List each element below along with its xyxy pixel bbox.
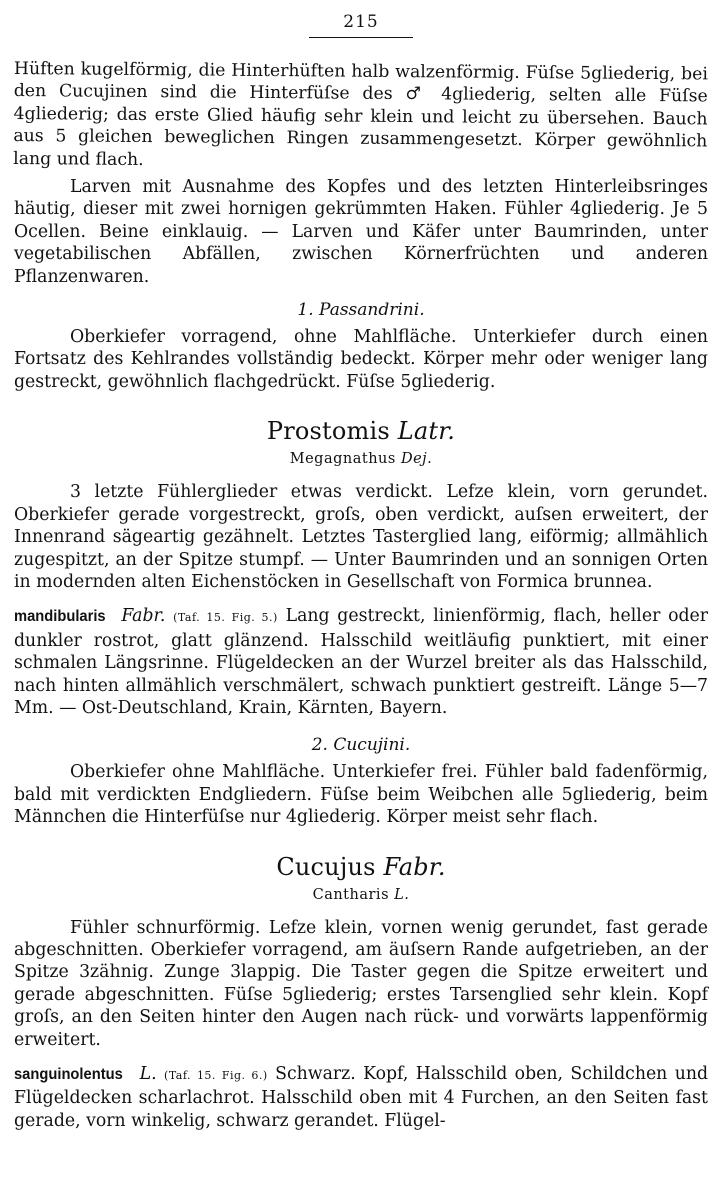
genus-heading-cucujus <box>14 853 708 881</box>
species-description: Schwarz. Kopf, Halsschild oben, Schildchen und Flügeldecken scharlachrot. Halsschild oben mit 4 Furchen, an den Seiten fast gerade, vorn winkelig, schwarz gerandet. Flügel- <box>14 1064 709 1131</box>
species-name: mandibularis <box>14 608 106 626</box>
page-number: 215 <box>343 12 379 32</box>
synonym-name: Megagnathus <box>289 451 396 468</box>
passandrini-description: Oberkiefer vorragend, ohne Mahlfläche. Unterkiefer durch einen Fortsatz des Kehlrandes vollständig bedeckt. Körper mehr oder weniger lang gestreckt, gewöhnlich flachgedrückt. Füſse 5gliederig. <box>14 327 708 392</box>
synonym-author: L. <box>394 886 410 903</box>
section-heading-cucujini: 2. Cucujini. <box>311 735 411 756</box>
synonym-author: Dej. <box>400 451 433 468</box>
synonym-name: Cantharis <box>312 886 390 903</box>
genus-synonym <box>14 451 708 467</box>
prostomis-description: 3 letzte Fühlerglieder etwas verdickt. Lefze klein, vorn gerundet. Oberkiefer gerade vorgestreckt, groſs, oben verdickt, auſsen erweitert, der Innenrand sägeartig gezähnelt. Letztes Tasterglied lang, eiförmig; allmählich zugespitzt, an der Spitze stumpf. — Unter Baumrinden und an sonnigen Orten in modernden alten Eichenstöcken in Gesellschaft von Formica brunnea. <box>14 482 708 592</box>
species-author: L. <box>139 1064 157 1084</box>
species-entry-mandibularis <box>14 605 708 719</box>
genus-author: Latr. <box>397 417 456 446</box>
book-page <box>14 0 708 1200</box>
species-description: Lang gestreckt, linienförmig, flach, heller oder dunkler rostrot, glatt glänzend. Halsschild weitläufig punktiert, mit einer schmalen Längsrinne. Flügeldecken an der Wurzel breiter als das Halsschild, nach hinten allmählich verschmälert, schwach punktiert gestreift. Länge 5—7 Mm. — Ost-Deutschland, Krain, Kärnten, Bayern. <box>14 606 709 718</box>
section-heading-passandrini: 1. Passandrini. <box>297 300 425 321</box>
genus-synonym <box>14 887 708 903</box>
species-entry-sanguinolentus <box>14 1063 708 1132</box>
genus-name: Prostomis <box>266 417 390 446</box>
header-rule <box>309 37 413 38</box>
cucujini-description: Oberkiefer ohne Mahlfläche. Unterkiefer frei. Fühler bald fadenförmig, bald mit verdickten Endgliedern. Füſse beim Weibchen alle 5gliederig, beim Männchen die Hinterfüſse nur 4gliederig. Körper meist sehr flach. <box>14 762 708 828</box>
family-description-paragraph: Hüften kugelförmig, die Hinterhüften halb walzenförmig. Füſse 5gliederig, bei den Cucujinen sind die Hinterfüſse des ♂ 4gliederig, selten alle Füſse 4gliederig; das erste Glied häufig sehr klein und leicht zu übersehen. Bauch aus 5 gleichen beweglichen Ringen zusammengesetzt. Körper gewöhnlich lang und flach. <box>13 58 708 170</box>
genus-heading-prostomis <box>14 417 708 445</box>
genus-author: Fabr. <box>383 852 446 881</box>
plate-reference: (Taf. 15. Fig. 5.) <box>173 611 278 625</box>
plate-reference: (Taf. 15. Fig. 6.) <box>164 1069 268 1082</box>
larvae-paragraph: Larven mit Ausnahme des Kopfes und des letzten Hinterleibsringes häutig, dieser mit zwei hornigen gekrümmten Haken. Fühler 4gliederig. Je 5 Ocellen. Beine einklauig. — Larven und Käfer unter Baumrinden, unter vegetabilischen Abfällen, zwischen Körnerfrüchten und anderen Pflanzenwaren. <box>14 177 708 287</box>
cucujus-description: Fühler schnurförmig. Lefze klein, vornen wenig gerundet, fast gerade abgeschnitten. Oberkiefer vorragend, am äuſsern Rande aufgetrieben, an der Spitze 3zähnig. Zunge 3lappig. Die Taster gegen die Spitze erweitert und gerade abgeschnitten. Füſse 5gliederig; erstes Tarsenglied sehr klein. Kopf groſs, an den Seiten hinter den Augen nach rück- und vorwärts lappenförmig erweitert. <box>14 917 708 1050</box>
genus-name: Cucujus <box>276 852 376 881</box>
species-name: sanguinolentus <box>14 1066 123 1083</box>
species-author: Fabr. <box>121 606 166 627</box>
